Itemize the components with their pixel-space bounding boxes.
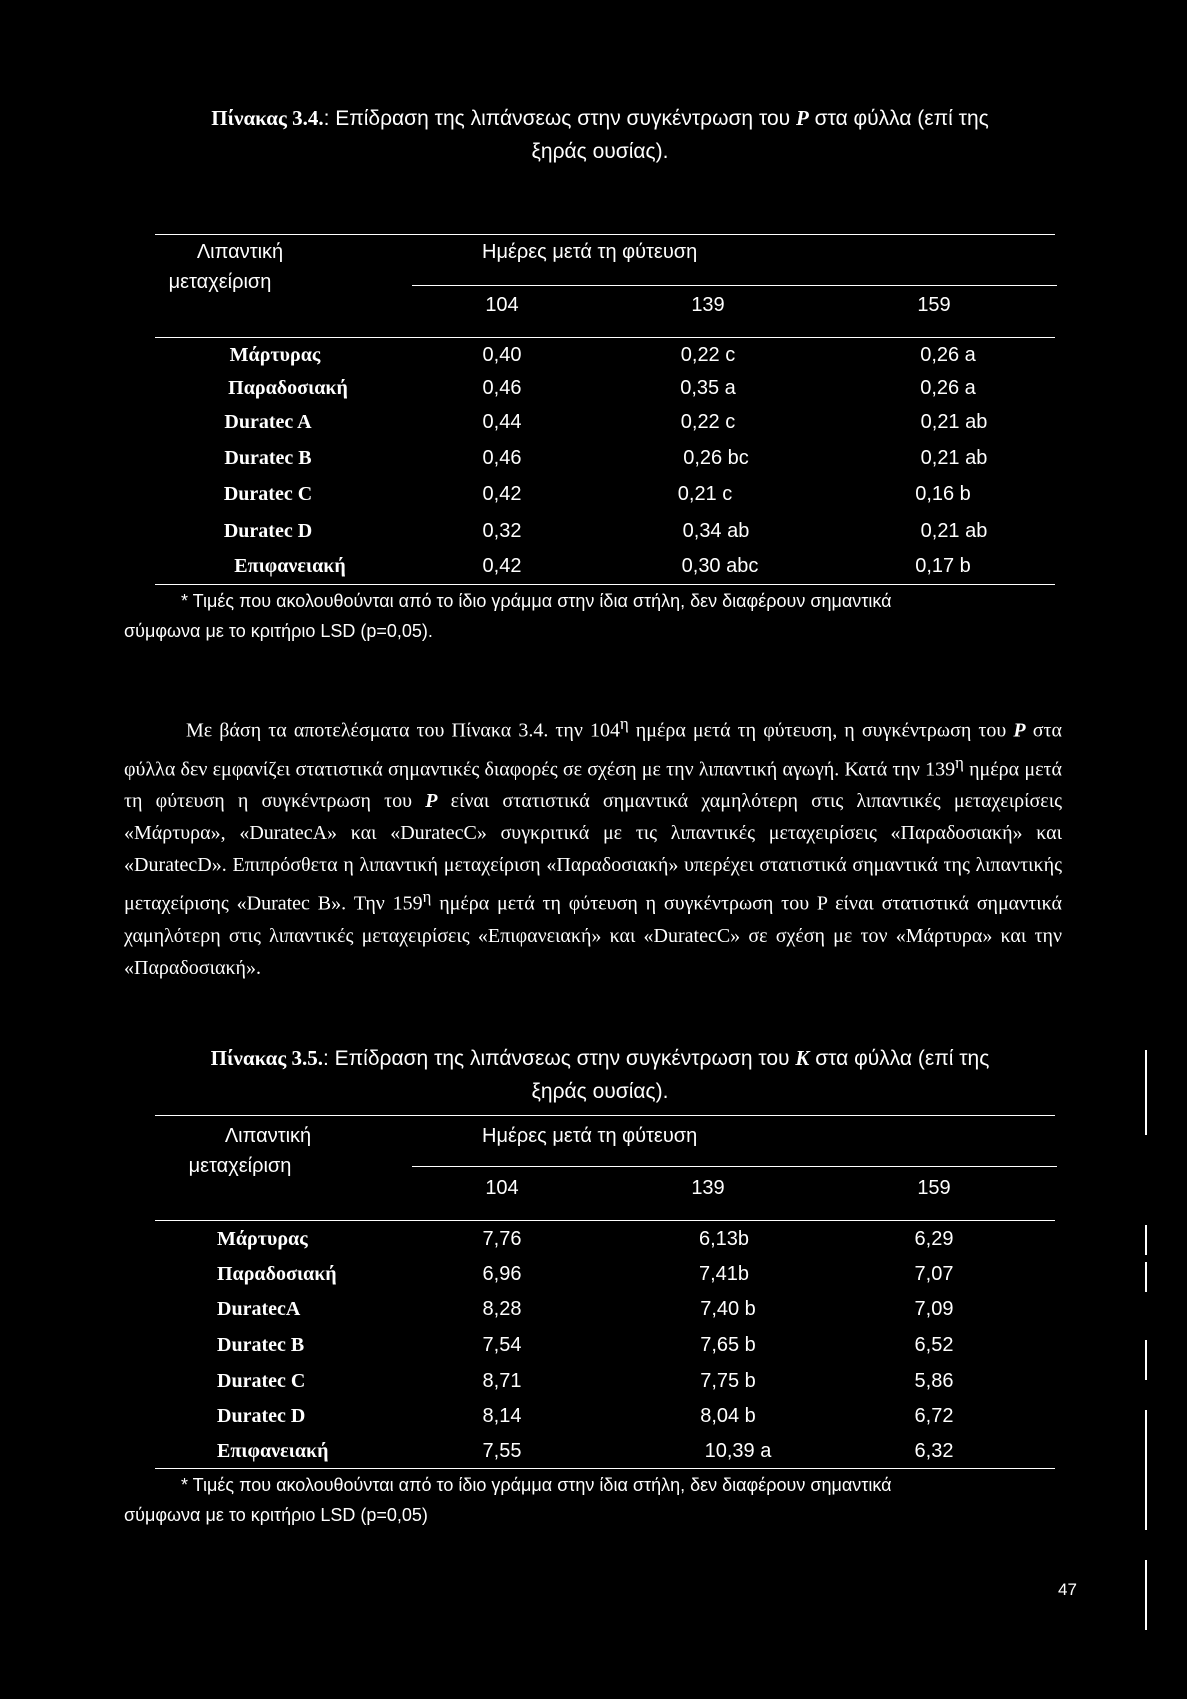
table2-cell: 8,28 bbox=[482, 1298, 522, 1320]
table1-header-treatment-line2: μεταχείριση bbox=[168, 271, 272, 293]
table1-row-label: Duratec D bbox=[223, 520, 313, 542]
table1-header-treatment-line1: Λιπαντική bbox=[196, 241, 284, 263]
table2-cell: 7,65 b bbox=[700, 1334, 756, 1356]
table1-cell: 0,21 c bbox=[677, 483, 733, 505]
table1-header-rule bbox=[155, 337, 1055, 338]
table2-row-label: Duratec B bbox=[217, 1334, 305, 1356]
table1-cell: 0,16 b bbox=[915, 483, 971, 505]
table1-cell: 0,22 c bbox=[680, 411, 736, 433]
table1-cell: 0,42 bbox=[482, 555, 522, 577]
table2-caption-label: Πίνακας 3.5. bbox=[210, 1046, 323, 1070]
paragraph-s3: στα φύλλα δεν εμφανίζει στατιστικά σημαντικές διαφορές σε σχέση με την λιπαντική αγωγή. Κατά την 139 bbox=[124, 719, 1062, 781]
table2-caption-line2: ξηράς ουσίας). bbox=[531, 1080, 669, 1103]
table2-cell: 8,14 bbox=[482, 1405, 522, 1427]
table1-cell: 0,40 bbox=[482, 344, 522, 366]
margin-mark bbox=[1145, 1340, 1147, 1380]
table1-header-days: Ημέρες μετά τη φύτευση bbox=[482, 241, 698, 263]
table1-caption-symbol: P bbox=[795, 106, 809, 130]
table2-row-label: Επιφανειακή bbox=[217, 1440, 329, 1462]
table2-cell: 8,04 b bbox=[700, 1405, 756, 1427]
page-number: 47 bbox=[1058, 1580, 1077, 1599]
table1-row-label: Duratec A bbox=[224, 411, 312, 433]
table1-cell: 0,26 a bbox=[920, 344, 976, 366]
table1-cell: 0,22 c bbox=[680, 344, 736, 366]
table1-cell: 0,21 ab bbox=[920, 520, 988, 542]
table2-cell: 7,54 bbox=[482, 1334, 522, 1356]
table2-cell: 8,71 bbox=[482, 1370, 522, 1392]
paragraph-s4: ημέρα μετά τη φύτευση η συγκέντρωση του bbox=[124, 758, 1062, 813]
table2-cell: 6,96 bbox=[482, 1263, 522, 1285]
table2-header-days: Ημέρες μετά τη φύτευση bbox=[482, 1125, 698, 1147]
table1-col-159: 159 bbox=[917, 294, 951, 316]
table2-bottom-rule bbox=[155, 1468, 1055, 1469]
table1-footnote bbox=[124, 586, 1084, 646]
table2-top-rule bbox=[155, 1115, 1055, 1116]
table1-cell: 0,46 bbox=[482, 377, 522, 399]
table2-col-104: 104 bbox=[485, 1177, 519, 1199]
paragraph-sup3: η bbox=[422, 887, 432, 907]
margin-mark bbox=[1145, 1050, 1147, 1135]
table2-cell: 10,39 a bbox=[704, 1440, 772, 1462]
table2-cell: 6,52 bbox=[914, 1334, 954, 1356]
table1-caption-label: Πίνακας 3.4. bbox=[211, 106, 324, 130]
table1-cell: 0,21 ab bbox=[920, 411, 988, 433]
table2-cell: 5,86 bbox=[914, 1370, 954, 1392]
margin-mark bbox=[1145, 1560, 1147, 1630]
table1-row-label: Επιφανειακή bbox=[234, 555, 346, 577]
table2-caption bbox=[120, 1042, 1080, 1108]
paragraph-s2: ημέρα μετά τη φύτευση, η συγκέντρωση του bbox=[628, 719, 1014, 742]
table2-col-159: 159 bbox=[917, 1177, 951, 1199]
margin-mark bbox=[1145, 1262, 1147, 1292]
table2-header-treatment-line2: μεταχείριση bbox=[188, 1155, 292, 1177]
margin-mark bbox=[1145, 1410, 1147, 1530]
table2-cell: 6,32 bbox=[914, 1440, 954, 1462]
table1-cell: 0,34 ab bbox=[682, 520, 750, 542]
table2-cell: 6,72 bbox=[914, 1405, 954, 1427]
paragraph-sup1: η bbox=[620, 714, 629, 733]
paragraph-s6: ημέρα μετά τη φύτευση η συγκέντρωση του P είναι στατιστικά σημαντικά χαμηλότερη στις λιπαντικές μεταχειρίσεις «Επιφανειακή» και «DuratecC» σε σχέση με τον «Μάρτυρα» και την «Παραδοσιακή». bbox=[124, 892, 1063, 979]
table2-cell: 7,41b bbox=[698, 1263, 750, 1285]
table2-cell: 7,55 bbox=[482, 1440, 522, 1462]
table2-header-treatment-line1: Λιπαντική bbox=[224, 1125, 312, 1147]
table1-row-label: Παραδοσιακή bbox=[228, 377, 348, 399]
table2-footnote-line1: * Τιμές που ακολουθούνται από το ίδιο γράμμα στην ίδια στήλη, δεν διαφέρουν σημαντικά bbox=[181, 1475, 892, 1495]
table1-cell: 0,30 abc bbox=[681, 555, 759, 577]
table1-cell: 0,21 ab bbox=[920, 447, 988, 469]
table1-caption bbox=[120, 102, 1080, 168]
table1-cell: 0,46 bbox=[482, 447, 522, 469]
table1-footnote-line2: σύμφωνα με το κριτήριο LSD (p=0,05). bbox=[124, 621, 433, 641]
table1-cell: 0,35 a bbox=[680, 377, 736, 399]
table1-caption-text-before: : Επίδραση της λιπάνσεως στην συγκέντρωση του bbox=[323, 107, 796, 130]
table2-cell: 6,29 bbox=[914, 1228, 954, 1250]
table2-cell: 7,09 bbox=[914, 1298, 954, 1320]
table2-cell: 7,76 bbox=[482, 1228, 522, 1250]
table1-days-rule bbox=[412, 285, 1057, 286]
table2-caption-text-before: : Επίδραση της λιπάνσεως στην συγκέντρωση του bbox=[322, 1047, 796, 1070]
table2-days-rule bbox=[412, 1166, 1057, 1167]
paragraph-sym1: P bbox=[1013, 719, 1026, 742]
table2-row-label: DuratecA bbox=[217, 1298, 301, 1320]
table1-caption-line2: ξηράς ουσίας). bbox=[531, 140, 669, 163]
table2-row-label: Duratec C bbox=[217, 1370, 306, 1392]
table1-row-label: Μάρτυρας bbox=[229, 344, 321, 366]
table2-caption-text-after: στα φύλλα (επί της bbox=[809, 1047, 990, 1070]
table1-cell: 0,26 a bbox=[920, 377, 976, 399]
table1-top-rule bbox=[155, 234, 1055, 235]
table1-cell: 0,32 bbox=[482, 520, 522, 542]
table2-cell: 7,75 b bbox=[700, 1370, 756, 1392]
paragraph-s5: είναι στατιστικά σημαντικά χαμηλότερη στις λιπαντικές μεταχειρίσεις «Μάρτυρα», «DuratecA» και «DuratecC» συγκριτικά με τις λιπαντικές μεταχειρίσεις «Παραδοσιακή» και «DuratecD». Επιπρόσθετα η λιπαντική μεταχείριση «Παραδοσιακή» υπερέχει στατιστικά σημαντικά της λιπαντικής μεταχείρισης «Duratec B». Την 159 bbox=[124, 790, 1063, 915]
paragraph-s1: Με βάση τα αποτελέσματα του Πίνακα 3.4. την 104 bbox=[186, 719, 621, 742]
table1-cell: 0,42 bbox=[482, 483, 522, 505]
table2-caption-symbol: K bbox=[795, 1046, 810, 1070]
table1-row-label: Duratec B bbox=[224, 447, 312, 469]
table2-cell: 7,40 b bbox=[700, 1298, 756, 1320]
table1-col-139: 139 bbox=[691, 294, 725, 316]
margin-mark bbox=[1145, 1225, 1147, 1255]
table1-bottom-rule bbox=[155, 584, 1055, 585]
paragraph-sym2: P bbox=[425, 790, 438, 813]
table1-cell: 0,17 b bbox=[915, 555, 971, 577]
table1-caption-text-after: στα φύλλα (επί της bbox=[808, 107, 989, 130]
table1-row-label: Duratec C bbox=[223, 483, 313, 505]
table1-col-104: 104 bbox=[485, 294, 519, 316]
table2-col-139: 139 bbox=[691, 1177, 725, 1199]
table2-row-label: Παραδοσιακή bbox=[217, 1263, 337, 1285]
table1-footnote-line1: * Τιμές που ακολουθούνται από το ίδιο γράμμα στην ίδια στήλη, δεν διαφέρουν σημαντικά bbox=[181, 591, 892, 611]
results-paragraph bbox=[124, 708, 1062, 984]
table2-footnote bbox=[124, 1470, 1084, 1530]
table2-row-label: Μάρτυρας bbox=[217, 1228, 308, 1250]
table2-cell: 7,07 bbox=[914, 1263, 954, 1285]
table2-footnote-line2: σύμφωνα με το κριτήριο LSD (p=0,05) bbox=[124, 1505, 428, 1525]
table1-cell: 0,26 bc bbox=[683, 447, 749, 469]
table2-row-label: Duratec D bbox=[217, 1405, 306, 1427]
table2-header-rule bbox=[155, 1220, 1055, 1221]
paragraph-sup2: η bbox=[955, 752, 964, 772]
table1-cell: 0,44 bbox=[482, 411, 522, 433]
table2-cell: 6,13b bbox=[698, 1228, 750, 1250]
